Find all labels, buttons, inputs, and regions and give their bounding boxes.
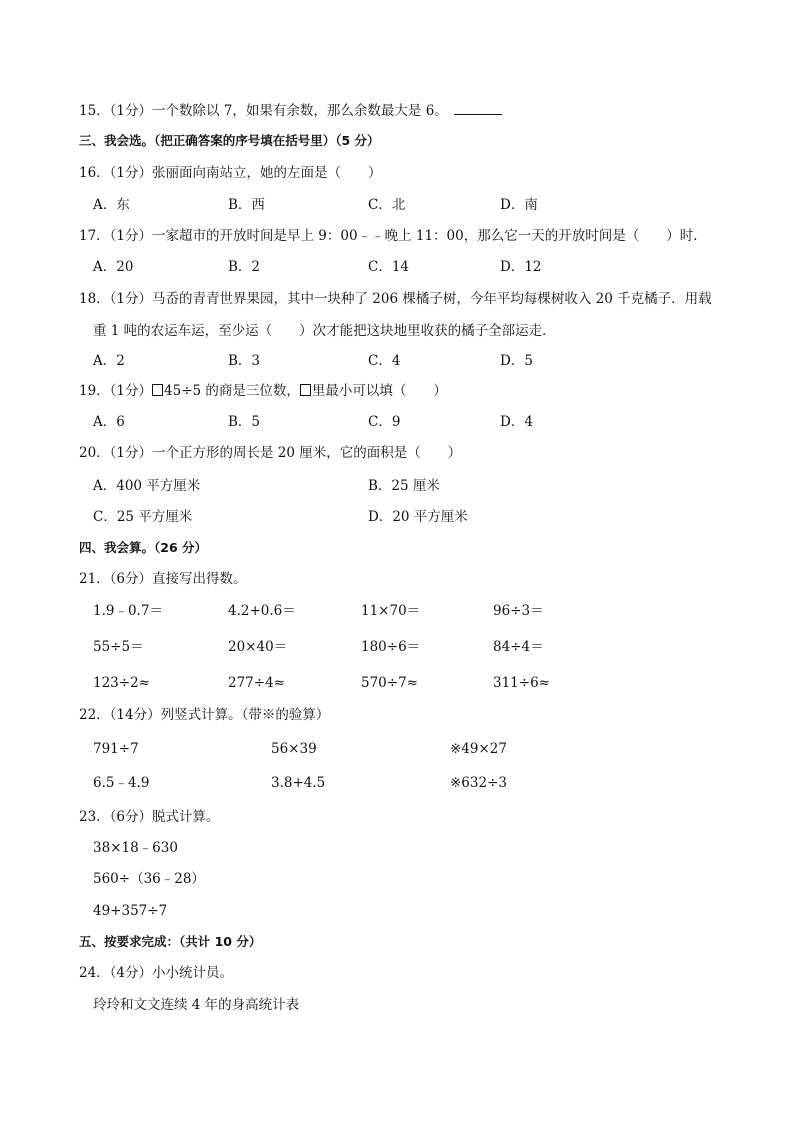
question-17-stem: 17．（1分）一家超市的开放时间是早上 9：00﹣﹣晚上 11：00，那么它一天的开放时间是（ ）时． — [79, 228, 707, 244]
question-18-stem-line2: 重 1 吨的农运车运，至少运（ ）次才能把这块地里收获的橘子全部运走． — [93, 323, 556, 339]
square-box-icon — [300, 384, 311, 396]
calc-item: 4.2+0.6＝ — [228, 603, 296, 619]
question-16-stem: 16．（1分）张丽面向南站立，她的左面是（ ） — [79, 165, 382, 181]
calc-item: 6.5﹣4.9 — [93, 775, 150, 791]
question-20-stem: 20．（1分）一个正方形的周长是 20 厘米，它的面积是（ ） — [79, 445, 462, 461]
calc-item: 560÷（36﹣28） — [93, 871, 205, 887]
question-19-suffix: 里最小可以填（ ） — [311, 383, 447, 399]
question-19-mid: 45÷5 的商是三位数， — [164, 383, 300, 399]
calc-item: 84÷4＝ — [493, 639, 544, 655]
question-20-option-b[interactable]: B．25 厘米 — [368, 478, 440, 494]
question-17-option-a[interactable]: A．20 — [93, 259, 134, 275]
question-16-option-b[interactable]: B．西 — [228, 197, 265, 213]
question-20-option-c[interactable]: C．25 平方厘米 — [93, 509, 193, 525]
calc-item: 311÷6≈ — [493, 675, 550, 691]
question-20-option-d[interactable]: D．20 平方厘米 — [368, 509, 468, 525]
question-17-option-b[interactable]: B．2 — [228, 259, 261, 275]
question-21-stem: 21．（6分）直接写出得数。 — [79, 571, 247, 587]
calc-item: 277÷4≈ — [228, 675, 285, 691]
question-15-text: 15．（1分）一个数除以 7，如果有余数，那么余数最大是 6。 — [79, 103, 448, 119]
calc-item: 20×40＝ — [228, 639, 288, 655]
question-19-option-c[interactable]: C．9 — [368, 414, 401, 430]
question-16-option-a[interactable]: A．东 — [93, 197, 130, 213]
question-19-option-b[interactable]: B．5 — [228, 414, 261, 430]
question-17-option-c[interactable]: C．14 — [368, 259, 410, 275]
question-19-option-a[interactable]: A．6 — [93, 414, 125, 430]
calc-item: 791÷7 — [93, 741, 139, 757]
calc-item: 96÷3＝ — [493, 603, 544, 619]
question-18-option-a[interactable]: A．2 — [93, 353, 125, 369]
answer-blank[interactable] — [454, 102, 502, 115]
question-19-stem — [79, 382, 447, 400]
section-3-title: 三、我会选。（把正确答案的序号填在括号里）（5 分） — [79, 133, 380, 148]
calc-item: 55÷5＝ — [93, 639, 144, 655]
calc-item: 56×39 — [271, 741, 317, 757]
question-15 — [79, 102, 502, 120]
question-22-stem: 22．（14分）列竖式计算。（带※的验算） — [79, 707, 330, 723]
calc-item: 570÷7≈ — [361, 675, 418, 691]
table-caption: 玲玲和文文连续 4 年的身高统计表 — [93, 997, 300, 1013]
calc-item: 11×70＝ — [361, 603, 421, 619]
calc-item: 123÷2≈ — [93, 675, 150, 691]
square-box-icon — [152, 384, 163, 396]
section-4-title: 四、我会算。（26 分） — [79, 540, 207, 555]
calc-item: 3.8+4.5 — [271, 775, 326, 791]
calc-item: 49+357÷7 — [93, 903, 168, 919]
calc-item: 180÷6＝ — [361, 639, 421, 655]
calc-item: ※49×27 — [450, 741, 507, 757]
question-18-stem-line1: 18．（1分）马岙的青青世界果园，其中一块种了 206 棵橘子树，今年平均每棵树收入 20 千克橘子．用载 — [79, 291, 712, 307]
section-5-title: 五、按要求完成：（共计 10 分） — [79, 934, 262, 949]
calc-item: ※632÷3 — [450, 775, 507, 791]
question-19-option-d[interactable]: D．4 — [500, 414, 533, 430]
question-23-stem: 23．（6分）脱式计算。 — [79, 809, 220, 825]
question-18-option-c[interactable]: C．4 — [368, 353, 401, 369]
question-24-stem: 24．（4分）小小统计员。 — [79, 965, 234, 981]
calc-item: 38×18﹣630 — [93, 840, 178, 856]
question-16-option-d[interactable]: D．南 — [500, 197, 538, 213]
question-20-option-a[interactable]: A．400 平方厘米 — [93, 478, 201, 494]
question-16-option-c[interactable]: C．北 — [368, 197, 406, 213]
question-18-option-d[interactable]: D．5 — [500, 353, 533, 369]
question-19-prefix: 19．（1分） — [79, 383, 153, 399]
calc-item: 1.9﹣0.7＝ — [93, 603, 163, 619]
question-18-option-b[interactable]: B．3 — [228, 353, 261, 369]
question-17-option-d[interactable]: D．12 — [500, 259, 542, 275]
